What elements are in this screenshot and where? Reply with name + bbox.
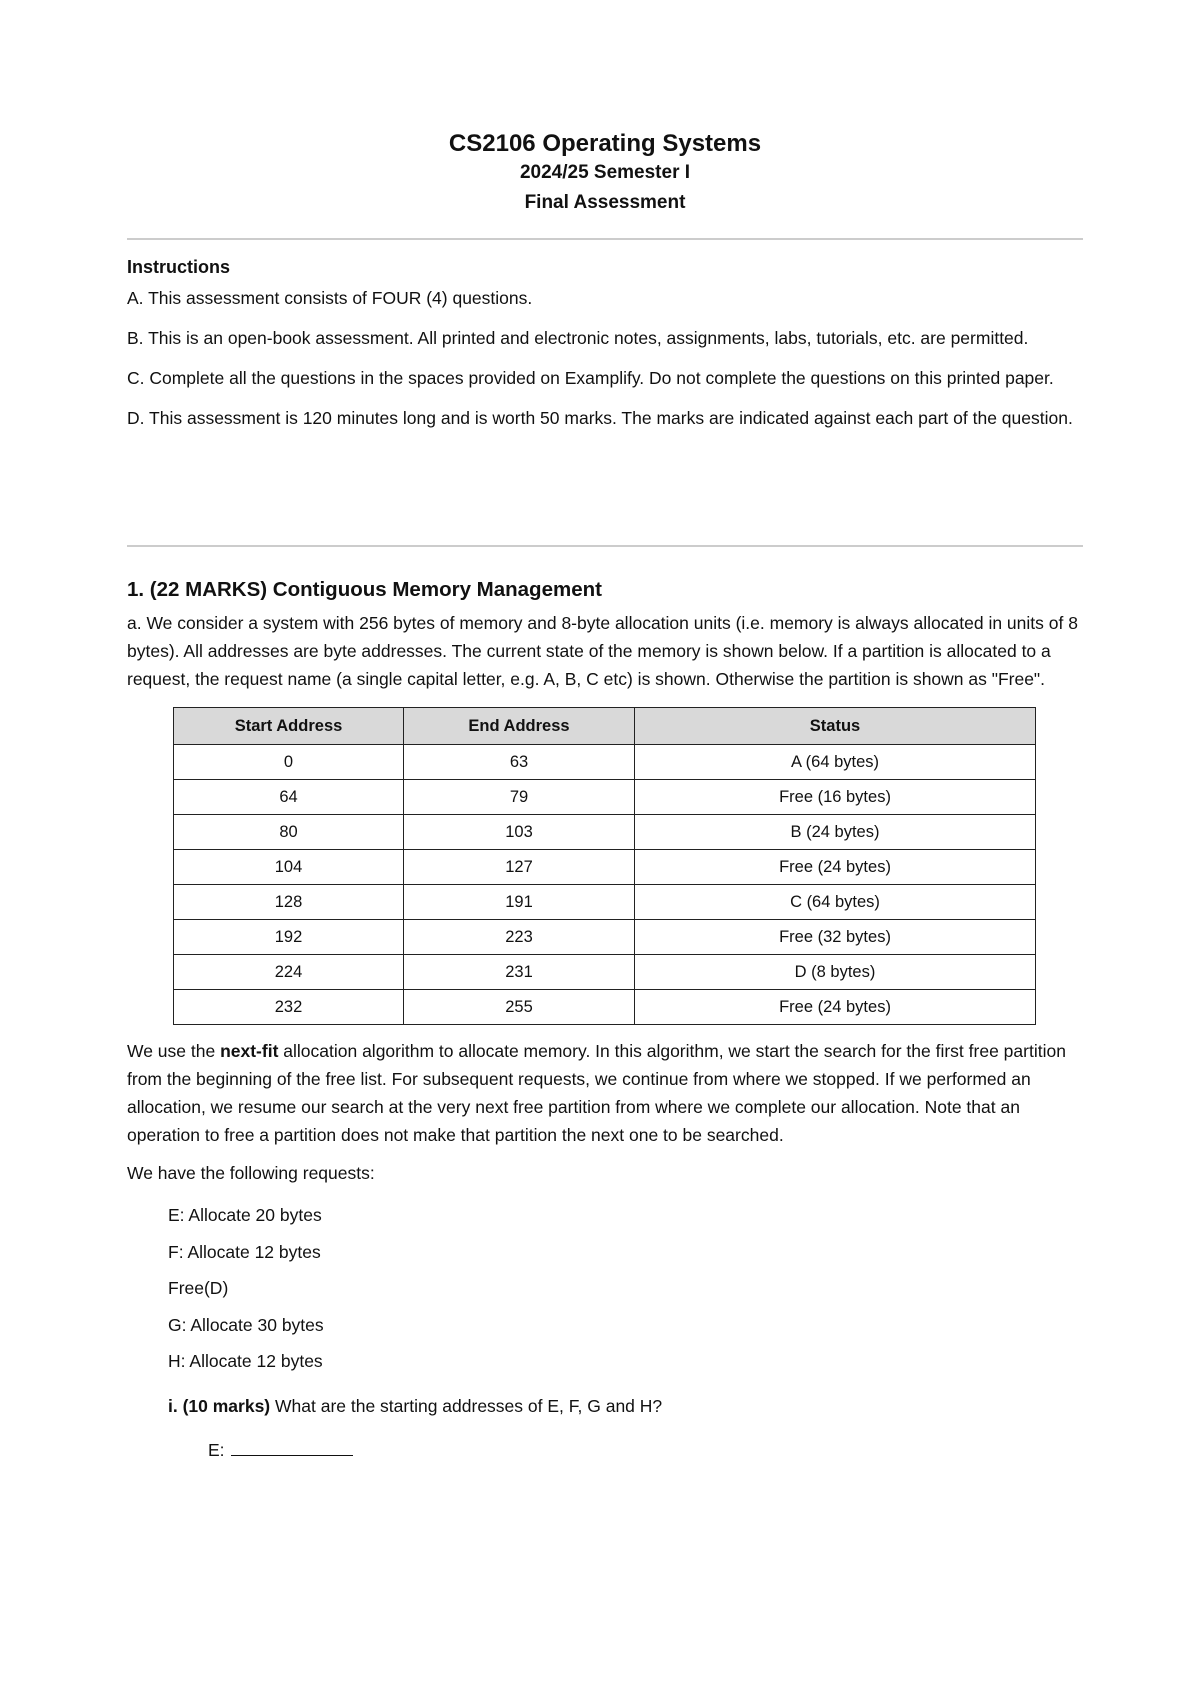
table-cell: 104 xyxy=(174,850,404,885)
list-item: Free(D) xyxy=(168,1278,229,1298)
answer-line xyxy=(208,1436,1083,1464)
request-list xyxy=(168,1197,1083,1380)
instructions-section xyxy=(127,254,1083,444)
sub-question xyxy=(168,1392,1083,1420)
table-cell: 79 xyxy=(404,780,635,815)
table-row xyxy=(174,920,1036,955)
sub-question-text: What are the starting addresses of E, F, G and H? xyxy=(270,1395,663,1416)
table-row xyxy=(174,745,1036,780)
table-header-row xyxy=(174,708,1036,745)
divider xyxy=(127,545,1083,547)
page-title: CS2106 Operating Systems xyxy=(448,130,762,157)
table-cell: 223 xyxy=(404,920,635,955)
table-cell: 255 xyxy=(404,990,635,1025)
table-cell: 191 xyxy=(404,885,635,920)
question-intro: a. We consider a system with 256 bytes of memory and 8-byte allocation units (i.e. memory is always allocated in units of 8 bytes). All addresses are byte addresses. The current state of the memory is shown below. If a partition is allocated to a request, the request name (a single capital letter, e.g. A, B, C etc) is shown. Otherwise the partition is shown as "Free". xyxy=(127,613,1078,689)
column-header: Status xyxy=(635,708,1036,745)
table-row xyxy=(174,955,1036,990)
algorithm-name: next-fit xyxy=(220,1041,279,1061)
algorithm-prefix: We use the xyxy=(127,1041,221,1061)
table-cell: 63 xyxy=(404,745,635,780)
table-cell: 128 xyxy=(174,885,404,920)
algorithm-text: allocation algorithm to allocate memory. In this algorithm, we start the search for the first free partition from the beginning of the free list. For subsequent requests, we continue from where we stopped. If we performed an allocation, we resume our search at the very next free partition from where we complete our allocation. Note that an operation to free a partition does not make that partition the next one to be searched. xyxy=(127,1041,1066,1145)
semester-label: 2024/25 Semester I xyxy=(519,162,691,183)
table-cell: D (8 bytes) xyxy=(635,955,1036,990)
column-header: End Address xyxy=(404,708,635,745)
instruction-item: C. Complete all the questions in the spaces provided on Examplify. Do not complete the questions on this printed paper. xyxy=(127,368,1054,388)
table-cell: 64 xyxy=(174,780,404,815)
table-cell: 80 xyxy=(174,815,404,850)
memory-table xyxy=(173,707,1036,1025)
algorithm-description xyxy=(127,1037,1083,1187)
answer-blank[interactable] xyxy=(231,1437,353,1456)
table-cell: Free (32 bytes) xyxy=(635,920,1036,955)
table-cell: 231 xyxy=(404,955,635,990)
column-header: Start Address xyxy=(174,708,404,745)
table-cell: Free (24 bytes) xyxy=(635,850,1036,885)
instruction-item: A. This assessment consists of FOUR (4) questions. xyxy=(127,288,533,308)
question-1 xyxy=(127,575,1083,1464)
table-cell: 232 xyxy=(174,990,404,1025)
list-item: G: Allocate 30 bytes xyxy=(168,1314,324,1335)
table-row xyxy=(174,850,1036,885)
divider xyxy=(127,238,1083,240)
sub-question-marks: i. (10 marks) xyxy=(168,1395,271,1416)
table-cell: 0 xyxy=(174,745,404,780)
instruction-item: D. This assessment is 120 minutes long and is worth 50 marks. The marks are indicated against each part of the question. xyxy=(127,408,1073,428)
algorithm-paragraph xyxy=(127,1037,1083,1149)
table-cell: Free (16 bytes) xyxy=(635,780,1036,815)
table-row xyxy=(174,990,1036,1025)
instruction-item: B. This is an open-book assessment. All printed and electronic notes, assignments, labs, tutorials, etc. are permitted. xyxy=(127,328,1029,348)
table-cell: 192 xyxy=(174,920,404,955)
table-cell: C (64 bytes) xyxy=(635,885,1036,920)
assessment-label: Final Assessment xyxy=(524,192,686,213)
table-cell: 127 xyxy=(404,850,635,885)
answer-label: E: xyxy=(208,1439,225,1460)
list-item: F: Allocate 12 bytes xyxy=(168,1241,321,1262)
table-row xyxy=(174,885,1036,920)
table-cell: 103 xyxy=(404,815,635,850)
table-row xyxy=(174,780,1036,815)
table-cell: Free (24 bytes) xyxy=(635,990,1036,1025)
table-cell: A (64 bytes) xyxy=(635,745,1036,780)
table-cell: 224 xyxy=(174,955,404,990)
list-item: E: Allocate 20 bytes xyxy=(168,1205,322,1225)
table-cell: B (24 bytes) xyxy=(635,815,1036,850)
table-row xyxy=(174,815,1036,850)
question-heading: 1. (22 MARKS) Contiguous Memory Management xyxy=(127,578,602,601)
requests-intro: We have the following requests: xyxy=(127,1163,375,1183)
list-item: H: Allocate 12 bytes xyxy=(168,1351,323,1371)
instructions-heading: Instructions xyxy=(127,257,231,277)
